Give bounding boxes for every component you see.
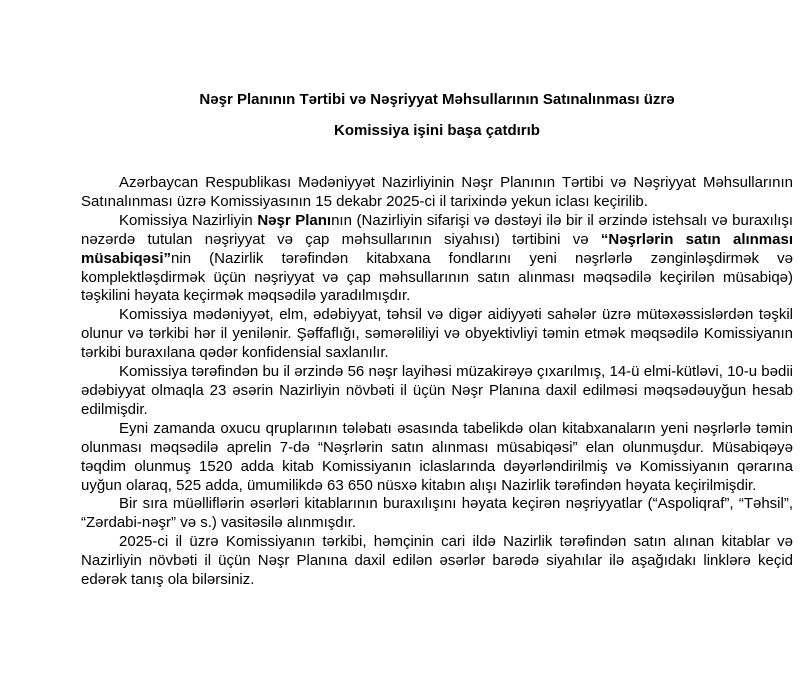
document-title-line-1: Nəşr Planının Tərtibi və Nəşriyyat Məhsullarının Satınalınması üzrə [199,91,675,108]
paragraph-projects-discussed: Komissiya tərəfindən bu il ərzində 56 nəşr layihəsi müzakirəyə çıxarılmış, 14-ü elmi-kütləvi, 10-u bədii ədəbiyyat olmaqla 23 əsərin Nazirliyin növbəti il üçün Nəşr Planına daxil edilməsi məqsədəuyğun hesab edilmişdir. [81,363,793,418]
document-body [81,174,793,590]
paragraph-final-meeting: Azərbaycan Respublikası Mədəniyyət Nazirliyinin Nəşr Planının Tərtibi və Nəşriyyat Məhsullarının Satınalınması üzrə Komissiyasının 15 dekabr 2025-ci il tarixində yekun iclası keçirilib. [81,174,793,210]
bold-term-publication-plan: Nəşr Planı [257,211,332,229]
bold-term-purchase-competition: “Nəşrlərin satın alınması müsabiqəsi” [81,230,793,267]
paragraph-competition-results: Eyni zamanda oxucu qruplarının tələbatı əsasında tabelikdə olan kitabxanaların yeni nəşrlərlə təmin olunması məqsədilə aprelin 7-də “Nəşrlərin satın alınması müsabiqəsi” elan olunmuşdur. Müsabiqəyə təqdim olunmuş 1520 adda kitab Komissiyanın iclaslarında dəyərləndirilmiş və Komissiyanın qərarına uyğun olaraq, 525 adda, ümumilikdə 63 650 nüsxə kitabın alışı Nazirlik tərəfindən həyata keçirilmişdir. [81,419,793,494]
paragraph-links-info: 2025-ci il üzrə Komissiyanın tərkibi, həmçinin cari ildə Nazirlik tərəfindən satın alınan kitablar və Nazirliyin növbəti il üçün Nəşr Planına daxil edilən əsərlər barədə siyahılar ilə aşağıdakı linklərə keçid edərək tanış ola bilərsiniz. [81,533,793,589]
paragraph-publishers: Bir sıra müəlliflərin əsərləri kitablarının buraxılışını həyata keçirən nəşriyyatlar (“Aspoliqraf”, “Təhsil”, “Zərdabi-nəşr” və s.) vasitəsilə alınmışdır. [81,495,793,532]
document-title-line-2: Komissiya işini başa çatdırıb [334,122,540,139]
paragraph-text: Komissiya Nazirliyin [119,211,258,229]
paragraph-text: nın (Nazirliyin sifarişi və dəstəyi ilə bir il ərzində istehsalı və buraxılışı nəzərdə tutulan nəşriyyat və çap məhsullarının siyahısı) tərtibini və [81,211,794,248]
paragraph-commission-composition: Komissiya mədəniyyət, elm, ədəbiyyat, təhsil və digər aidiyyəti sahələr üzrə mütəxəssislərdən təşkil olunur və tərkibi hər il yenilənir. Şəffaflığı, səmərəliliyi və obyektivliyi təmin etmək məqsədilə Komissiyanın tərkibi buraxılana qədər konfidensial saxlanılır. [81,306,793,362]
paragraph-text: nin (Nazirlik tərəfindən kitabxana fondlarını yeni nəşrlərlə zənginləşdirmək və komplektləşdirmək üçün nəşriyyat və çap məhsullarının satın alınması məqsədilə keçirilən müsabiqə) təşkilini həyata keçirmək məqsədilə yaradılmışdır. [81,249,793,305]
paragraph-commission-purpose [81,212,793,307]
